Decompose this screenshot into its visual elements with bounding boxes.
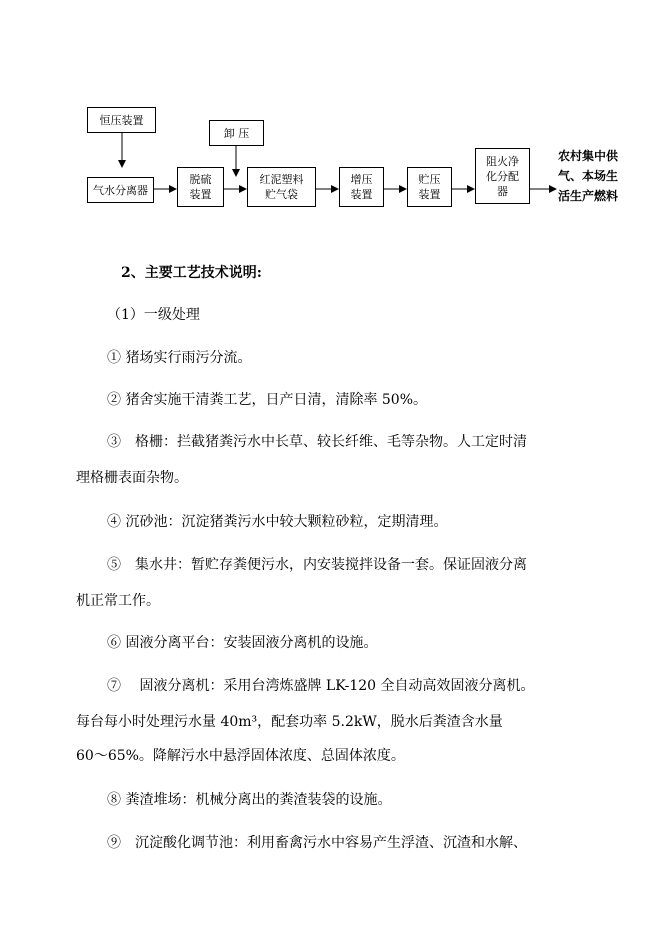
item-8: ⑧ 粪渣堆场：机械分离出的粪渣装袋的设施。 (107, 792, 392, 808)
item-7-line-3: 60～65%。降解污水中悬浮固体浓度、总固体浓度。 (76, 748, 405, 764)
box-desulfur: 脱硫 装置 (177, 167, 224, 207)
item-9: ⑨ 沉淀酸化调节池：利用畜禽污水中容易产生浮渣、沉渣和水解、 (107, 835, 527, 851)
item-7-line-2: 每台每小时处理污水量 40m³，配套功率 5.2kW，脱水后粪渣含水量 (76, 714, 503, 730)
box-booster: 增压 装置 (339, 167, 384, 207)
box-constant-pressure: 恒压装置 (87, 107, 156, 133)
item-5-line-2: 机正常工作。 (76, 593, 160, 609)
section-heading: 2、主要工艺技术说明: (121, 265, 262, 281)
box-separator: 气水分离器 (87, 177, 154, 203)
item-6: ⑥ 固液分离平台：安装固液分离机的设施。 (107, 635, 378, 651)
item-3-line-1: ③ 格栅：拦截猪粪污水中长草、较长纤维、毛等杂物。人工定时清 (107, 434, 527, 450)
item-5-line-1: ⑤ 集水井：暂贮存粪便污水，内安装搅拌设备一套。保证固液分离 (107, 557, 527, 573)
subheading-1: （1）一级处理 (107, 307, 200, 323)
box-unload: 卸 压 (209, 120, 264, 146)
box-storage-bag: 红泥塑料 贮气袋 (247, 167, 316, 207)
item-1: ① 猪场实行雨污分流。 (107, 350, 252, 366)
item-2: ② 猪舍实施干清粪工艺，日产日清，清除率 50%。 (107, 392, 428, 408)
outcome-text: 农村集中供 气、本场生 活生产燃料 (558, 149, 619, 203)
box-distributor: 阻火净 化分配 器 (475, 148, 530, 204)
item-3-line-2: 理格栅表面杂物。 (76, 470, 188, 486)
box-storage-pressure: 贮压 装置 (407, 167, 452, 207)
item-7-line-1: ⑦ 固液分离机：采用台湾炼盛牌 LK-120 全自动高效固液分离机。 (107, 678, 535, 694)
item-4: ④ 沉砂池：沉淀猪粪污水中较大颗粒砂粒，定期清理。 (107, 514, 448, 530)
